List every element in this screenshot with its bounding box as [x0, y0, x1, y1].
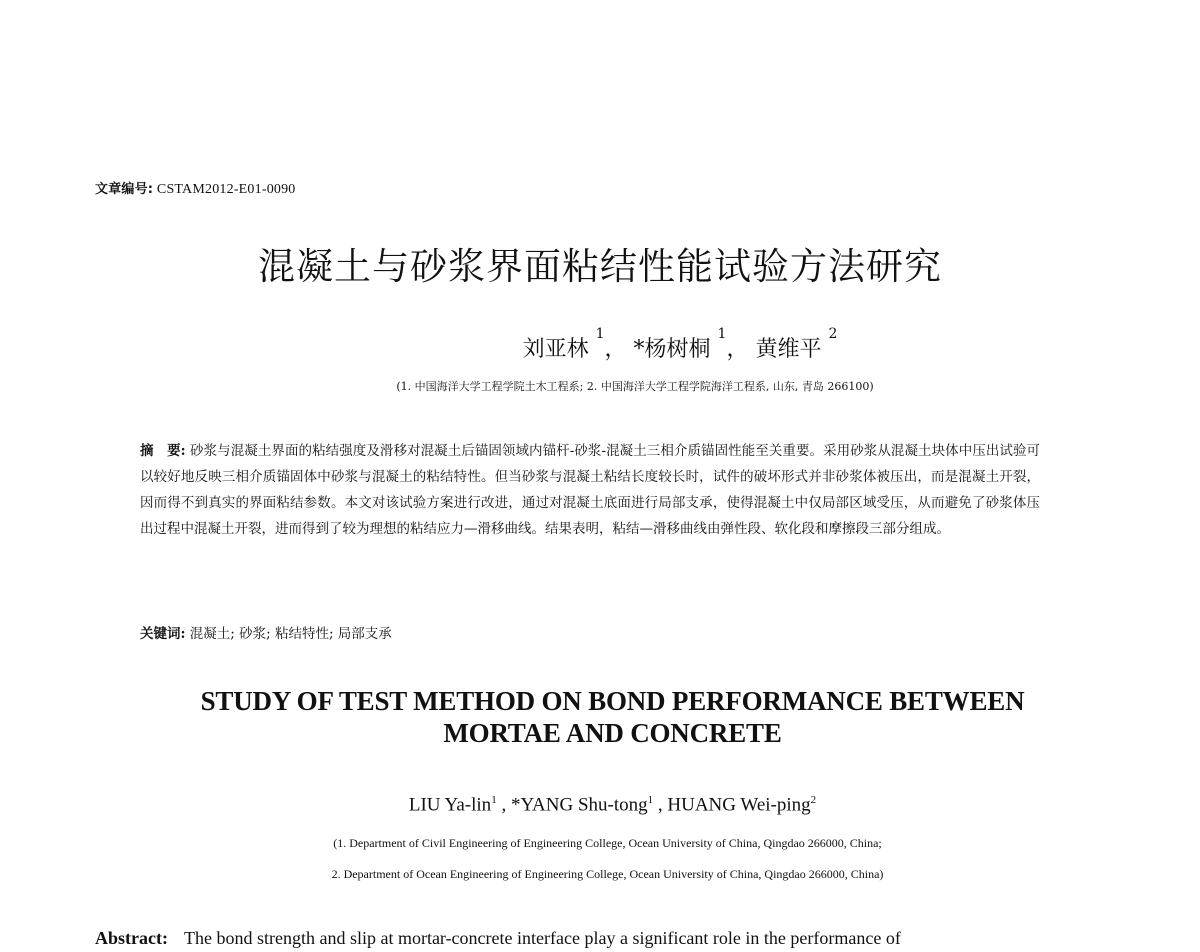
cn-keywords	[140, 622, 392, 642]
en-abstract	[95, 928, 901, 949]
cn-abstract	[140, 438, 1040, 542]
en-title	[0, 685, 1200, 749]
en-abstract-label: Abstract:	[95, 928, 168, 948]
en-author-3: HUANG Wei-ping	[667, 794, 811, 816]
article-id-value: CSTAM2012-E01-0090	[156, 182, 296, 197]
en-author-1-mark: 1	[491, 794, 497, 806]
cn-author-2: *杨树桐	[633, 337, 711, 362]
cn-authors: 刘亚林 $^1$， *杨树桐 $^1$， 黄维平 $^2$	[522, 326, 838, 362]
cn-abstract-text: 砂浆与混凝土界面的粘结强度及滑移对混凝土后锚固领域内锚杆-砂浆-混凝土三相介质锚固性能至关重要。采用砂浆从混凝土块体中压出试验可以较好地反映三相介质锚固体中砂浆与混凝土的粘结特性。但当砂浆与混凝土粘结长度较长时，试件的破坏形式并非砂浆体被压出，而是混凝土开裂，因而得不到真实的界面粘结参数。本文对该试验方案进行改进，通过对混凝土底面进行局部支承，使得混凝土中仅局部区域受压，从而避免了砂浆体压出过程中混凝土开裂，进而得到了较为理想的粘结应力—滑移曲线。结果表明，粘结—滑移曲线由弹性段、软化段和摩擦段三部分组成。	[140, 443, 1041, 537]
en-title-line-2: MORTAE AND CONCRETE	[443, 718, 782, 748]
en-author-2: *YANG Shu-tong	[510, 794, 648, 816]
cn-author-1-mark: 1	[595, 326, 605, 342]
cn-affiliation: (1. 中国海洋大学工程学院土木工程系; 2. 中国海洋大学工程学院海洋工程系, 山东, 青岛 266100)	[396, 380, 874, 393]
cn-author-3-mark: 2	[828, 326, 838, 342]
en-affiliation-2: 2. Department of Ocean Engineering of Engineering College, Ocean University of China, Qingdao 266000, China)	[331, 867, 884, 881]
cn-author-3: 黄维平	[755, 337, 822, 362]
en-author-3-mark: 2	[810, 794, 817, 806]
cn-author-1: 刘亚林	[522, 337, 589, 362]
en-authors: LIU Ya-lin$^1$ , *YANG Shu-tong$^1$ , HUANG Wei-ping$^2$	[408, 794, 817, 816]
article-id-label: 文章编号:	[95, 182, 154, 197]
cn-abstract-label: 摘 要:	[140, 443, 186, 459]
cn-author-2-mark: 1	[717, 326, 727, 342]
cn-title: 混凝土与砂浆界面粘结性能试验方法研究	[258, 245, 942, 288]
en-title-line-1: STUDY OF TEST METHOD ON BOND PERFORMANCE BETWEEN	[200, 686, 1025, 716]
en-affiliation-1: (1. Department of Civil Engineering of Engineering College, Ocean University of China, Qingdao 266000, China;	[333, 836, 882, 850]
cn-keywords-label: 关键词:	[140, 626, 186, 642]
en-author-2-mark: 1	[647, 794, 654, 806]
article-id	[95, 178, 296, 198]
en-author-1: LIU Ya-lin	[408, 794, 492, 816]
en-abstract-text: The bond strength and slip at mortar-concrete interface play a significant role in the performance of	[183, 928, 901, 948]
cn-keywords-text: 混凝土; 砂浆; 粘结特性; 局部支承	[189, 626, 392, 642]
